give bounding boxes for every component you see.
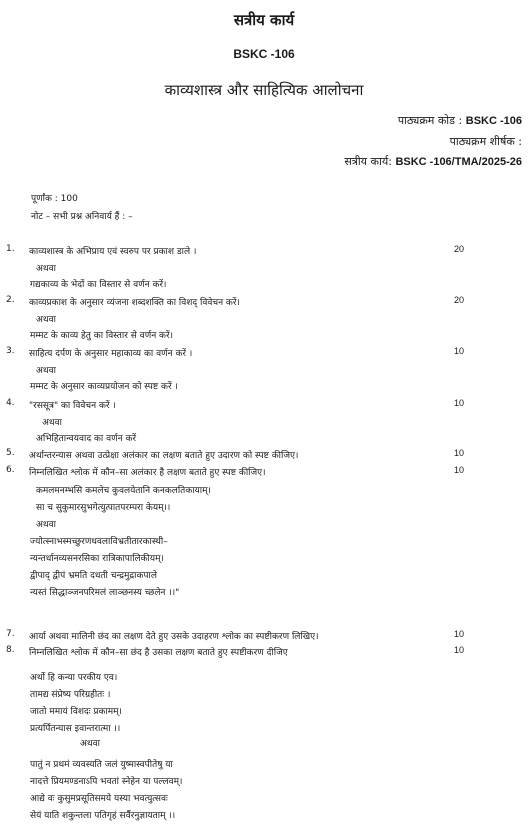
question-marks: 20 [454,244,465,254]
verse-line: न्यस्तं सिद्धाञ्जनपरिमलं लाञ्छनस्य च्छलेन ।।" [30,588,180,598]
or-label: अथवा [42,418,62,428]
question-number: 7. [6,629,15,639]
question-number: 2. [6,295,15,305]
question-text: आर्या अथवा मालिनी छंद का लक्षण देते हुए उसके उदाहरण श्लोक का स्पष्टीकरण लिखिए। [29,632,319,642]
question-number: 3. [6,346,15,356]
assignment-value: BSKC -106/TMA/2025-26 [395,156,522,168]
or-label: अथवा [36,366,56,376]
page-title: सत्रीय कार्य [233,11,295,29]
course-title-line: पाठ्यक्रम शीर्षक : [449,135,522,148]
course-code-heading: BSKC -106 [233,47,295,61]
verse-line: जातो ममायं विशदः प्रकामम्। [30,707,122,717]
verse-line: अर्थो हि कन्या परकीय एव। [30,673,118,683]
verse-line: तामद्य संप्रेष्य परिग्रहीतः । [30,690,111,700]
question-text: निम्नलिखित श्लोक में कौन–सा छंद है उसका लक्षण बताते हुए स्पष्टीकरण दीजिए [29,648,288,658]
instruction-note: नोट – सभी प्रश्न अनिवार्य हैं : – [31,212,133,222]
alternate-question: अभिहितान्वयवाद का वर्णन करें [36,434,137,444]
verse-line: सा च सुकुमारसुभगेत्युत्पातपरम्परा केयम्।। [36,503,171,513]
question-text: काव्यप्रकाश के अनुसार व्यंजना शब्दशक्ति का विशद् विवेचन करें। [29,298,240,308]
question-text: निम्नलिखित श्लोक में कौन–सा अलंकार है लक्षण बताते हुए स्पष्ट कीजिए। [29,468,266,478]
question-number: 6. [6,465,15,475]
verse-line: कमलमनम्भसि कमलेच कुवलयेतानि कनकलतिकायाम्। [36,486,211,496]
question-marks: 10 [454,398,465,408]
verse-line: सेयं याति शकुन्तला पतिगृहं सर्वैरनुज्ञायताम् ।। [30,811,176,821]
question-number: 5. [6,448,15,458]
assignment-code-line [344,154,522,169]
or-label: अथवा [36,264,56,274]
question-text: अर्थान्तरन्यास अथवा उत्प्रेक्षा अलंकार का लक्षण बताते हुए उदारण को स्पष्ट कीजिए। [29,451,299,461]
assignment-label: सत्रीय कार्य: [344,155,392,168]
subject-heading: काव्यशास्त्र और साहित्यिक आलोचना [164,81,364,99]
question-marks: 10 [454,346,465,356]
verse-line: ज्योत्स्नाभस्मच्छुरणधवलाविभ्रतीतारकास्थी– [30,537,168,547]
course-code-line [398,113,522,128]
alternate-question: गद्यकाव्य के भेदों का विस्तार से वर्णन करें। [30,280,167,290]
question-number: 1. [6,244,15,254]
course-code-value: BSKC -106 [465,115,522,127]
alternate-question: मम्मट के काव्य हेतु का विस्तार से वर्णन करें। [30,331,174,341]
total-marks: पूर्णांक : 100 [31,194,78,204]
or-label: अथवा [36,315,56,325]
question-marks: 20 [454,295,465,305]
question-text: काव्यशास्त्र के अभिप्राय एवं स्वरुप पर प्रकाश डाले । [29,247,197,257]
question-text: साहित्य दर्पण के अनुसार महाकाव्य का वर्णन करें । [29,349,193,359]
verse-line: नादत्ते प्रियमण्डनाऽपि भवतां स्नेहेन या पल्लवम्। [30,777,183,787]
verse-line: द्वीपाद् द्वीपं भ्रमति दधती चन्द्रमुद्राकपाले [30,571,157,581]
verse-line: आद्ये वः कुसुमप्रसूतिसमये यस्या भवत्युत्सवः [30,794,168,804]
question-marks: 10 [454,465,465,475]
question-marks: 10 [454,629,465,639]
alternate-question: मम्मट के अनुसार काव्यप्रयोजन को स्पष्ट करें । [30,382,178,392]
or-label: अथवा [36,520,56,530]
verse-line: न्यन्तर्धानव्यसनरसिका रात्रिकापालिकीयम्। [30,554,164,564]
verse-line: पातुं न प्रथमं व्यवस्यति जलं युष्मास्वपीतेषु या [30,760,173,770]
question-text: "रससूत्र" का विवेचन करें । [29,401,116,411]
question-marks: 10 [454,645,465,655]
question-number: 8. [6,645,15,655]
question-number: 4. [6,398,15,408]
or-label: अथवा [80,739,100,749]
verse-line: प्रत्यर्पितन्यास इवान्तरात्मा ।। [30,724,121,734]
course-code-label: पाठ्यक्रम कोड : [397,114,463,127]
question-marks: 10 [454,448,465,458]
